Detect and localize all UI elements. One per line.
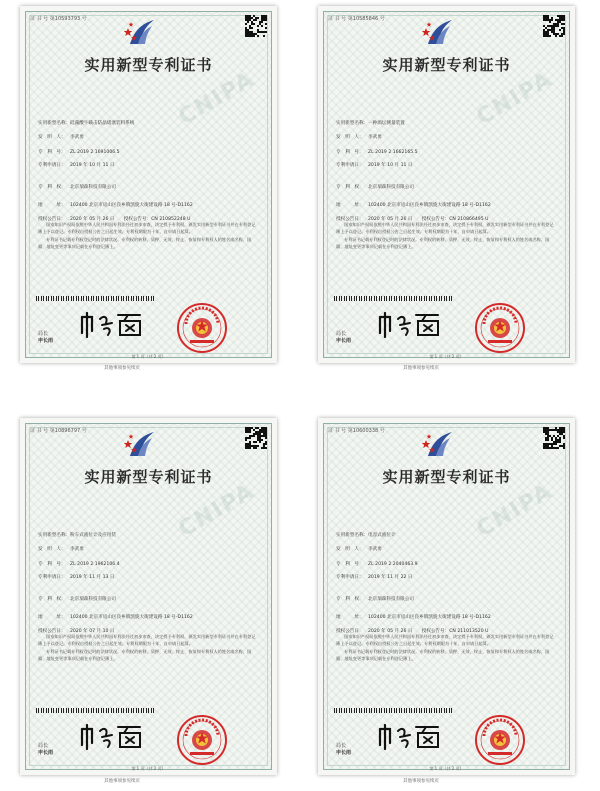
director-title: 局长 xyxy=(38,743,49,749)
field-value: 102400 北京市房山区良乡镇凯旋大街建设路 18 号-D1162 xyxy=(70,203,193,208)
patent-office-logo-icon xyxy=(124,18,158,46)
field-label: 专 利 号： xyxy=(336,150,364,155)
director-signature xyxy=(78,309,146,339)
back-note: 其他事项参见续页 xyxy=(403,366,439,371)
field-label: 地 址： xyxy=(336,203,364,208)
certificate-number: 证 书 号 第10896797 号 xyxy=(30,428,87,434)
field-value: 北京瑞森科技有限公司 xyxy=(368,185,414,190)
watermark: CNIPA xyxy=(174,66,260,131)
body-paragraph: 专利证书记载专利权登记时的法律状况。专利权的转移、质押、无效、终止、恢复和专利权人的姓名或名称、国籍、地址变更等事项记载在专利登记簿上。 xyxy=(38,649,252,661)
director-title: 局长 xyxy=(336,743,347,749)
field-value: 北京瑞森科技有限公司 xyxy=(70,597,116,602)
barcode xyxy=(36,296,154,301)
field-value: 李武勇 xyxy=(70,547,84,552)
field-label: 授权公告日： xyxy=(38,629,66,634)
field-label: 授权公告日： xyxy=(38,217,66,222)
certificate-field xyxy=(336,162,412,168)
back-note: 其他事项参见续页 xyxy=(403,779,439,784)
field-value: 2020 年 05 月 26 日 授权公告号：CN 210866495 U xyxy=(368,217,489,222)
field-label: 专利申请日： xyxy=(336,575,364,580)
field-value: 102400 北京市房山区良乡镇凯旋大街建设路 18 号-D1162 xyxy=(70,615,193,620)
certificate-field xyxy=(336,546,382,552)
certificate-field xyxy=(38,574,114,580)
certificate-field xyxy=(336,561,418,567)
field-value: 2020 年 07 月 10 日 xyxy=(70,629,115,634)
watermark: CNIPA xyxy=(472,66,558,131)
field-label: 实用新型名称： xyxy=(336,533,369,538)
certificate-field xyxy=(336,596,414,602)
director-name: 申长雨 xyxy=(336,338,352,344)
certificate-body xyxy=(38,221,259,251)
director-signature xyxy=(376,721,444,751)
field-value: 2020 年 05 月 26 日 授权公告号：CN 210852248 U xyxy=(70,217,191,222)
field-value: 李武勇 xyxy=(70,135,84,140)
field-value: 电容式液位计 xyxy=(368,533,396,538)
field-label: 专利申请日： xyxy=(38,575,66,580)
certificate-field xyxy=(38,614,193,620)
certificate-title: 实用新型专利证书 xyxy=(84,468,213,486)
page-number: 第 1 页（共 2 页） xyxy=(429,766,464,771)
watermark: CNIPA xyxy=(472,478,558,543)
certificate-field xyxy=(38,134,84,140)
certificate-field xyxy=(38,596,116,602)
field-label: 专 利 权： xyxy=(336,185,364,190)
patent-office-logo-icon xyxy=(422,430,456,458)
certificate-number: 证 书 号 第10593793 号 xyxy=(30,16,87,22)
patent-office-logo-icon xyxy=(422,18,456,46)
body-paragraph: 专利证书记载专利权登记时的法律状况。专利权的转移、质押、无效、终止、恢复和专利权人的姓名或名称、国籍、地址变更等事项记载在专利登记簿上。 xyxy=(336,649,550,661)
field-value: 李武勇 xyxy=(368,135,382,140)
certificate-field xyxy=(336,614,491,620)
field-label: 专 利 号： xyxy=(336,562,364,567)
certificate-number: 证 书 号 第10600338 号 xyxy=(328,428,385,434)
field-label: 实用新型名称： xyxy=(38,121,71,126)
director-label xyxy=(336,743,351,757)
field-label: 专 利 号： xyxy=(38,562,66,567)
certificate-field xyxy=(336,202,491,208)
field-value: ZL 2019 2 2040463.9 xyxy=(368,562,418,567)
certificate-field xyxy=(38,184,116,190)
field-label: 专利申请日： xyxy=(38,163,66,168)
field-label: 专 利 权： xyxy=(336,597,364,602)
certificate-field xyxy=(38,532,116,538)
certificate-field xyxy=(336,532,396,538)
certificate-body xyxy=(38,633,259,663)
field-label: 授权公告日： xyxy=(336,629,364,634)
director-name: 申长雨 xyxy=(336,750,352,756)
official-seal-icon xyxy=(474,302,526,354)
certificate-field xyxy=(336,574,412,580)
patent-certificate xyxy=(20,418,277,775)
field-label: 地 址： xyxy=(38,203,66,208)
director-title: 局长 xyxy=(38,331,49,337)
barcode xyxy=(36,708,154,713)
field-value: 102400 北京市房山区良乡镇凯旋大街建设路 18 号-D1162 xyxy=(368,615,491,620)
field-label: 发 明 人： xyxy=(336,135,364,140)
qr-code-icon xyxy=(543,15,565,37)
field-label: 专 利 权： xyxy=(38,185,66,190)
director-label xyxy=(38,743,53,757)
field-label: 地 址： xyxy=(336,615,364,620)
field-label: 实用新型名称： xyxy=(336,121,369,126)
barcode xyxy=(334,708,452,713)
body-paragraph: 国家知识产权局依照中华人民共和国专利法经过初步审查，决定授予专利权，颁发实用新型专利证书并在专利登记簿上予以登记。专利权自授权公告之日起生效。专利权期限为十年，自申请日起算。 xyxy=(38,634,256,646)
certificate-title: 实用新型专利证书 xyxy=(382,468,511,486)
body-paragraph: 专利证书记载专利权登记时的法律状况。专利权的转移、质押、无效、终止、恢复和专利权人的姓名或名称、国籍、地址变更等事项记载在专利登记簿上。 xyxy=(336,237,550,249)
certificate-number: 证 书 号 第10585846 号 xyxy=(328,16,385,22)
field-value: ZL 2019 2 1662165.5 xyxy=(368,150,418,155)
field-value: 北京瑞森科技有限公司 xyxy=(70,185,116,190)
field-value: 2019 年 10 月 11 日 xyxy=(70,163,115,168)
field-label: 专 利 权： xyxy=(38,597,66,602)
field-value: 2019 年 10 月 11 日 xyxy=(368,163,413,168)
field-value: 粉车式液位计及应用装 xyxy=(70,533,116,538)
field-label: 专 利 号： xyxy=(38,150,66,155)
certificate-title: 实用新型专利证书 xyxy=(382,56,511,74)
body-paragraph: 国家知识产权局依照中华人民共和国专利法经过初步审查，决定授予专利权，颁发实用新型专利证书并在专利登记簿上予以登记。专利权自授权公告之日起生效。专利权期限为十年，自申请日起算。 xyxy=(336,222,554,234)
field-value: ZL 2019 2 1962106.4 xyxy=(70,562,120,567)
director-signature xyxy=(78,721,146,751)
field-value: 2019 年 11 月 22 日 xyxy=(368,575,413,580)
director-signature xyxy=(376,309,444,339)
patent-certificate xyxy=(318,6,575,363)
certificate-field xyxy=(336,134,382,140)
certificate-field xyxy=(336,184,414,190)
certificate-field xyxy=(38,162,114,168)
qr-code-icon xyxy=(245,427,267,449)
field-label: 地 址： xyxy=(38,615,66,620)
certificate-field xyxy=(38,202,193,208)
qr-code-icon xyxy=(543,427,565,449)
patent-office-logo-icon xyxy=(124,430,158,458)
certificate-field xyxy=(336,149,418,155)
certificate-body xyxy=(336,221,557,251)
field-label: 实用新型名称： xyxy=(38,533,71,538)
field-value: 2019 年 11 月 13 日 xyxy=(70,575,115,580)
page-number: 第 1 页（共 2 页） xyxy=(131,766,166,771)
certificate-field xyxy=(38,120,134,126)
field-label: 发 明 人： xyxy=(336,547,364,552)
director-label xyxy=(336,331,351,345)
page-number: 第 1 页（共 2 页） xyxy=(429,354,464,359)
certificate-title: 实用新型专利证书 xyxy=(84,56,213,74)
official-seal-icon xyxy=(176,714,228,766)
qr-code-icon xyxy=(245,15,267,37)
official-seal-icon xyxy=(474,714,526,766)
field-value: 2020 年 05 月 26 日 授权公告号：CN 211013520 U xyxy=(368,629,489,634)
field-value: 李武勇 xyxy=(368,547,382,552)
field-value: 北京瑞森科技有限公司 xyxy=(368,597,414,602)
page-number: 第 1 页（共 2 页） xyxy=(131,354,166,359)
certificate-field xyxy=(38,546,84,552)
field-label: 发 明 人： xyxy=(38,135,66,140)
patent-certificate xyxy=(318,418,575,775)
field-value: 硅藻酸牛磺击防晶堵塞装料系统 xyxy=(70,121,135,126)
field-label: 授权公告日： xyxy=(336,217,364,222)
director-name: 申长雨 xyxy=(38,750,54,756)
body-paragraph: 国家知识产权局依照中华人民共和国专利法经过初步审查，决定授予专利权，颁发实用新型专利证书并在专利登记簿上予以登记。专利权自授权公告之日起生效。专利权期限为十年，自申请日起算。 xyxy=(38,222,256,234)
back-note: 其他事项参见续页 xyxy=(104,779,140,784)
director-label xyxy=(38,331,53,345)
official-seal-icon xyxy=(176,302,228,354)
director-name: 申长雨 xyxy=(38,338,54,344)
back-note: 其他事项参见续页 xyxy=(104,366,140,371)
field-value: 一种酒坛测量装置 xyxy=(368,121,405,126)
director-title: 局长 xyxy=(336,331,347,337)
field-value: ZL 2019 2 1691006.5 xyxy=(70,150,120,155)
field-label: 专利申请日： xyxy=(336,163,364,168)
certificate-field xyxy=(38,561,120,567)
certificate-field xyxy=(38,149,120,155)
barcode xyxy=(334,296,452,301)
watermark: CNIPA xyxy=(174,478,260,543)
certificate-body xyxy=(336,633,557,663)
body-paragraph: 专利证书记载专利权登记时的法律状况。专利权的转移、质押、无效、终止、恢复和专利权人的姓名或名称、国籍、地址变更等事项记载在专利登记簿上。 xyxy=(38,237,252,249)
patent-certificate xyxy=(20,6,277,363)
field-label: 发 明 人： xyxy=(38,547,66,552)
body-paragraph: 国家知识产权局依照中华人民共和国专利法经过初步审查，决定授予专利权，颁发实用新型专利证书并在专利登记簿上予以登记。专利权自授权公告之日起生效。专利权期限为十年，自申请日起算。 xyxy=(336,634,554,646)
field-value: 102400 北京市房山区良乡镇凯旋大街建设路 18 号-D1162 xyxy=(368,203,491,208)
certificate-field xyxy=(336,120,405,126)
